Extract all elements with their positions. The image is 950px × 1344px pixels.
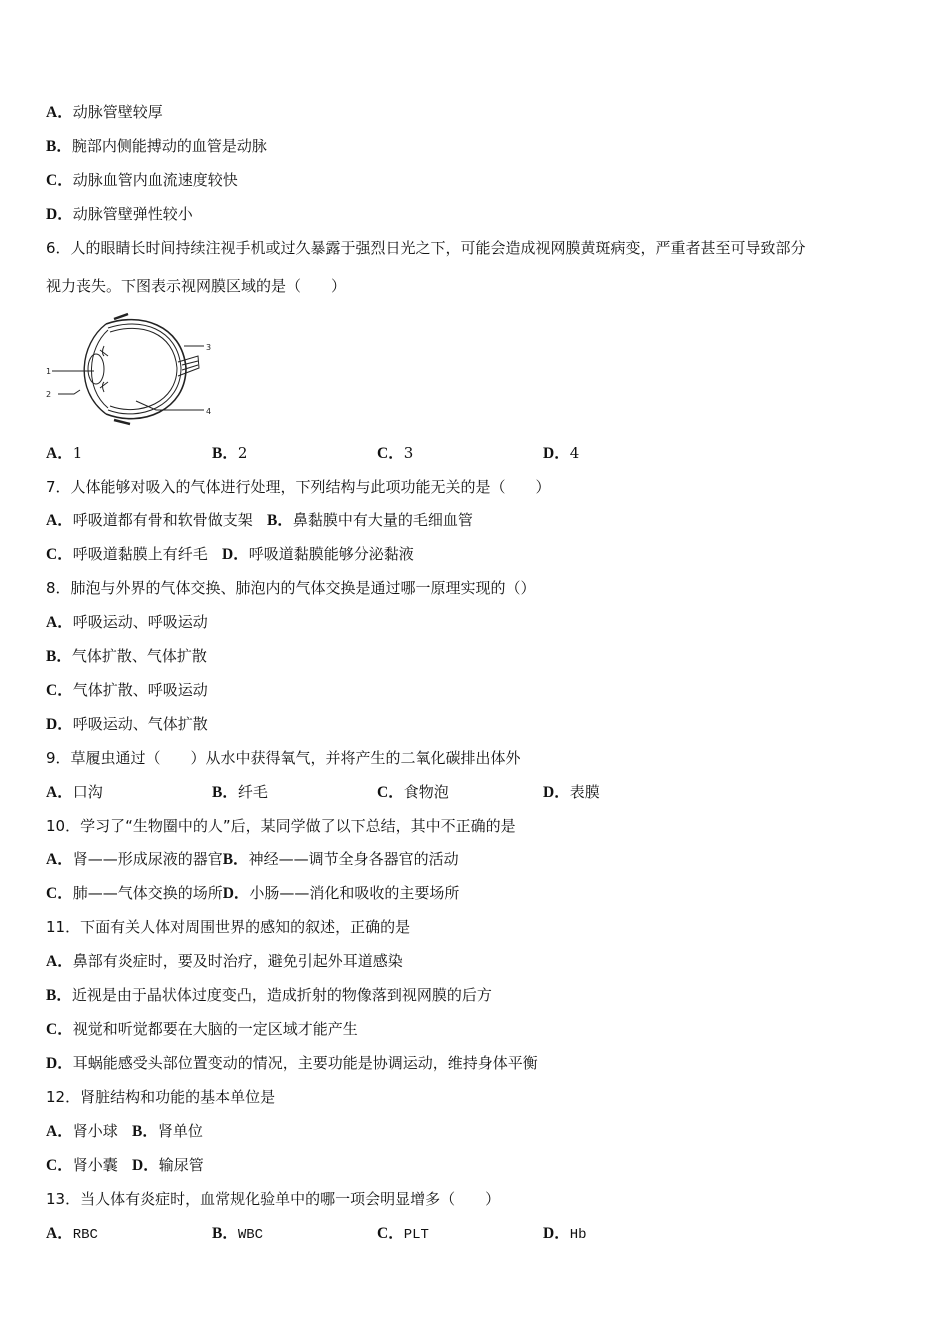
option-label: D．: [543, 784, 570, 801]
option-label: D．: [543, 445, 570, 462]
q13-option-b: [212, 1223, 263, 1245]
option-label: A．: [46, 953, 73, 970]
option-label: D．: [222, 885, 250, 902]
option-text: 气体扩散、呼吸运动: [72, 681, 208, 699]
q6-stem-line2: 视力丧失。下图表示视网膜区域的是（ ）: [46, 277, 347, 295]
q12-options-row2: [46, 1155, 204, 1176]
option-label: B．: [212, 784, 238, 801]
option-text: 肺——气体交换的场所: [72, 884, 223, 902]
option-label: B．: [46, 138, 72, 155]
option-label: B．: [267, 512, 293, 529]
q9-stem: 9．草履虫通过（ ）从水中获得氧气，并将产生的二氧化碳排出体外: [46, 749, 521, 767]
q11-option-a: [46, 951, 403, 972]
q5-option-c: [46, 170, 238, 191]
option-text: 肾——形成尿液的器官: [72, 850, 223, 868]
q5-option-b: [46, 136, 267, 157]
option-text: 表膜: [569, 783, 600, 801]
option-text: 肾小球: [72, 1122, 118, 1140]
option-label: D．: [222, 546, 249, 563]
q6-option-d: [543, 443, 579, 464]
q10-options-row2: [46, 883, 459, 904]
option-label: B．: [46, 987, 72, 1004]
q9-options: [46, 782, 906, 802]
q6-option-c: [377, 443, 413, 464]
option-text: RBC: [72, 1227, 98, 1243]
option-label: A．: [46, 784, 73, 801]
q10-stem: 10．学习了“生物圈中的人”后，某同学做了以下总结，其中不正确的是: [46, 817, 516, 835]
option-text: Hb: [569, 1227, 587, 1243]
option-label: A．: [46, 614, 73, 631]
option-label: C．: [46, 172, 73, 189]
q11-option-b: [46, 985, 492, 1006]
q5-option-d: [46, 204, 193, 225]
option-text: 纤毛: [237, 783, 268, 801]
option-text: 口沟: [72, 783, 103, 801]
option-label: D．: [46, 206, 73, 223]
option-label: B．: [46, 648, 72, 665]
q6-options: [46, 443, 906, 463]
q7-options-row1: [46, 510, 473, 531]
option-text: 视觉和听觉都要在大脑的一定区域才能产生: [72, 1020, 358, 1038]
q10-options-row1: [46, 849, 459, 870]
q7-stem: 7．人体能够对吸入的气体进行处理，下列结构与此项功能无关的是（ ）: [46, 478, 551, 496]
option-text: 输尿管: [158, 1156, 204, 1174]
option-label: C．: [46, 1021, 73, 1038]
option-label: B．: [222, 851, 249, 868]
option-label: A．: [46, 1123, 73, 1140]
figure-label-3: 3: [206, 343, 212, 352]
q11-option-d: [46, 1053, 538, 1074]
option-text: 动脉血管内血流速度较快: [72, 171, 238, 189]
option-text: 4: [569, 444, 580, 462]
option-text: 鼻部有炎症时，要及时治疗，避免引起外耳道感染: [72, 952, 403, 970]
option-label: B．: [212, 445, 238, 462]
q8-option-a: [46, 612, 208, 633]
q12-stem: 12．肾脏结构和功能的基本单位是: [46, 1088, 276, 1106]
figure-label-1: 1: [46, 367, 52, 376]
option-label: D．: [46, 1055, 73, 1072]
eye-diagram: [44, 310, 222, 428]
option-text: 肾单位: [157, 1122, 203, 1140]
option-label: C．: [377, 784, 404, 801]
q13-option-a: [46, 1223, 98, 1245]
option-label: B．: [132, 1123, 158, 1140]
option-text: 鼻黏膜中有大量的毛细血管: [292, 511, 473, 529]
option-label: A．: [46, 851, 73, 868]
option-text: 耳蜗能感受头部位置变动的情况，主要功能是协调运动，维持身体平衡: [72, 1054, 538, 1072]
figure-label-2: 2: [46, 390, 52, 399]
figure-label-4: 4: [206, 407, 212, 416]
q9-option-a: [46, 782, 103, 803]
q9-option-c: [377, 782, 449, 803]
q8-option-c: [46, 680, 208, 701]
option-text: 气体扩散、气体扩散: [71, 647, 207, 665]
option-label: A．: [46, 445, 73, 462]
option-text: 动脉管壁弹性较小: [72, 205, 193, 223]
q6-option-b: [212, 443, 247, 464]
option-text: 2: [237, 444, 248, 462]
q8-stem: 8．肺泡与外界的气体交换、肺泡内的气体交换是通过哪一原理实现的（）: [46, 579, 536, 597]
option-text: 食物泡: [403, 783, 449, 801]
option-text: 腕部内侧能搏动的血管是动脉: [71, 137, 267, 155]
q11-option-c: [46, 1019, 358, 1040]
option-label: D．: [46, 716, 73, 733]
option-text: 呼吸道都有骨和软骨做支架: [72, 511, 253, 529]
option-text: 呼吸运动、气体扩散: [72, 715, 208, 733]
q7-options-row2: [46, 544, 414, 565]
q6-option-a: [46, 443, 82, 464]
option-text: PLT: [403, 1227, 429, 1243]
q13-stem: 13．当人体有炎症时，血常规化验单中的哪一项会明显增多（ ）: [46, 1190, 501, 1208]
option-text: 呼吸运动、呼吸运动: [72, 613, 208, 631]
q6-stem-line1: 6．人的眼睛长时间持续注视手机或过久暴露于强烈日光之下，可能会造成视网膜黄斑病变，严重者甚至可导致部分: [46, 239, 806, 257]
option-label: D．: [543, 1225, 570, 1242]
option-label: C．: [46, 885, 73, 902]
q13-options: [46, 1223, 906, 1243]
option-text: 3: [403, 444, 414, 462]
option-label: C．: [377, 445, 404, 462]
option-text: 小肠——消化和吸收的主要场所: [249, 884, 460, 902]
option-label: C．: [46, 682, 73, 699]
q9-option-d: [543, 782, 600, 803]
option-label: C．: [377, 1225, 404, 1242]
q13-option-d: [543, 1223, 587, 1245]
q11-stem: 11．下面有关人体对周围世界的感知的叙述，正确的是: [46, 918, 411, 936]
option-label: A．: [46, 512, 73, 529]
option-text: 肾小囊: [72, 1156, 118, 1174]
eye-cross-section-icon: [44, 310, 222, 428]
option-label: A．: [46, 1225, 73, 1242]
option-text: 1: [72, 444, 83, 462]
option-label: C．: [46, 1157, 73, 1174]
option-label: C．: [46, 546, 73, 563]
q8-option-d: [46, 714, 208, 735]
option-text: 神经——调节全身各器官的活动: [248, 850, 459, 868]
option-text: 近视是由于晶状体过度变凸，造成折射的物像落到视网膜的后方: [71, 986, 492, 1004]
option-label: B．: [212, 1225, 238, 1242]
q13-option-c: [377, 1223, 429, 1245]
q8-option-b: [46, 646, 207, 667]
option-text: WBC: [237, 1227, 264, 1243]
option-text: 呼吸道黏膜上有纤毛: [72, 545, 208, 563]
option-label: A．: [46, 104, 73, 121]
option-label: D．: [132, 1157, 159, 1174]
q5-option-a: [46, 102, 163, 123]
option-text: 呼吸道黏膜能够分泌黏液: [248, 545, 414, 563]
option-text: 动脉管壁较厚: [72, 103, 163, 121]
q9-option-b: [212, 782, 268, 803]
q12-options-row1: [46, 1121, 203, 1142]
